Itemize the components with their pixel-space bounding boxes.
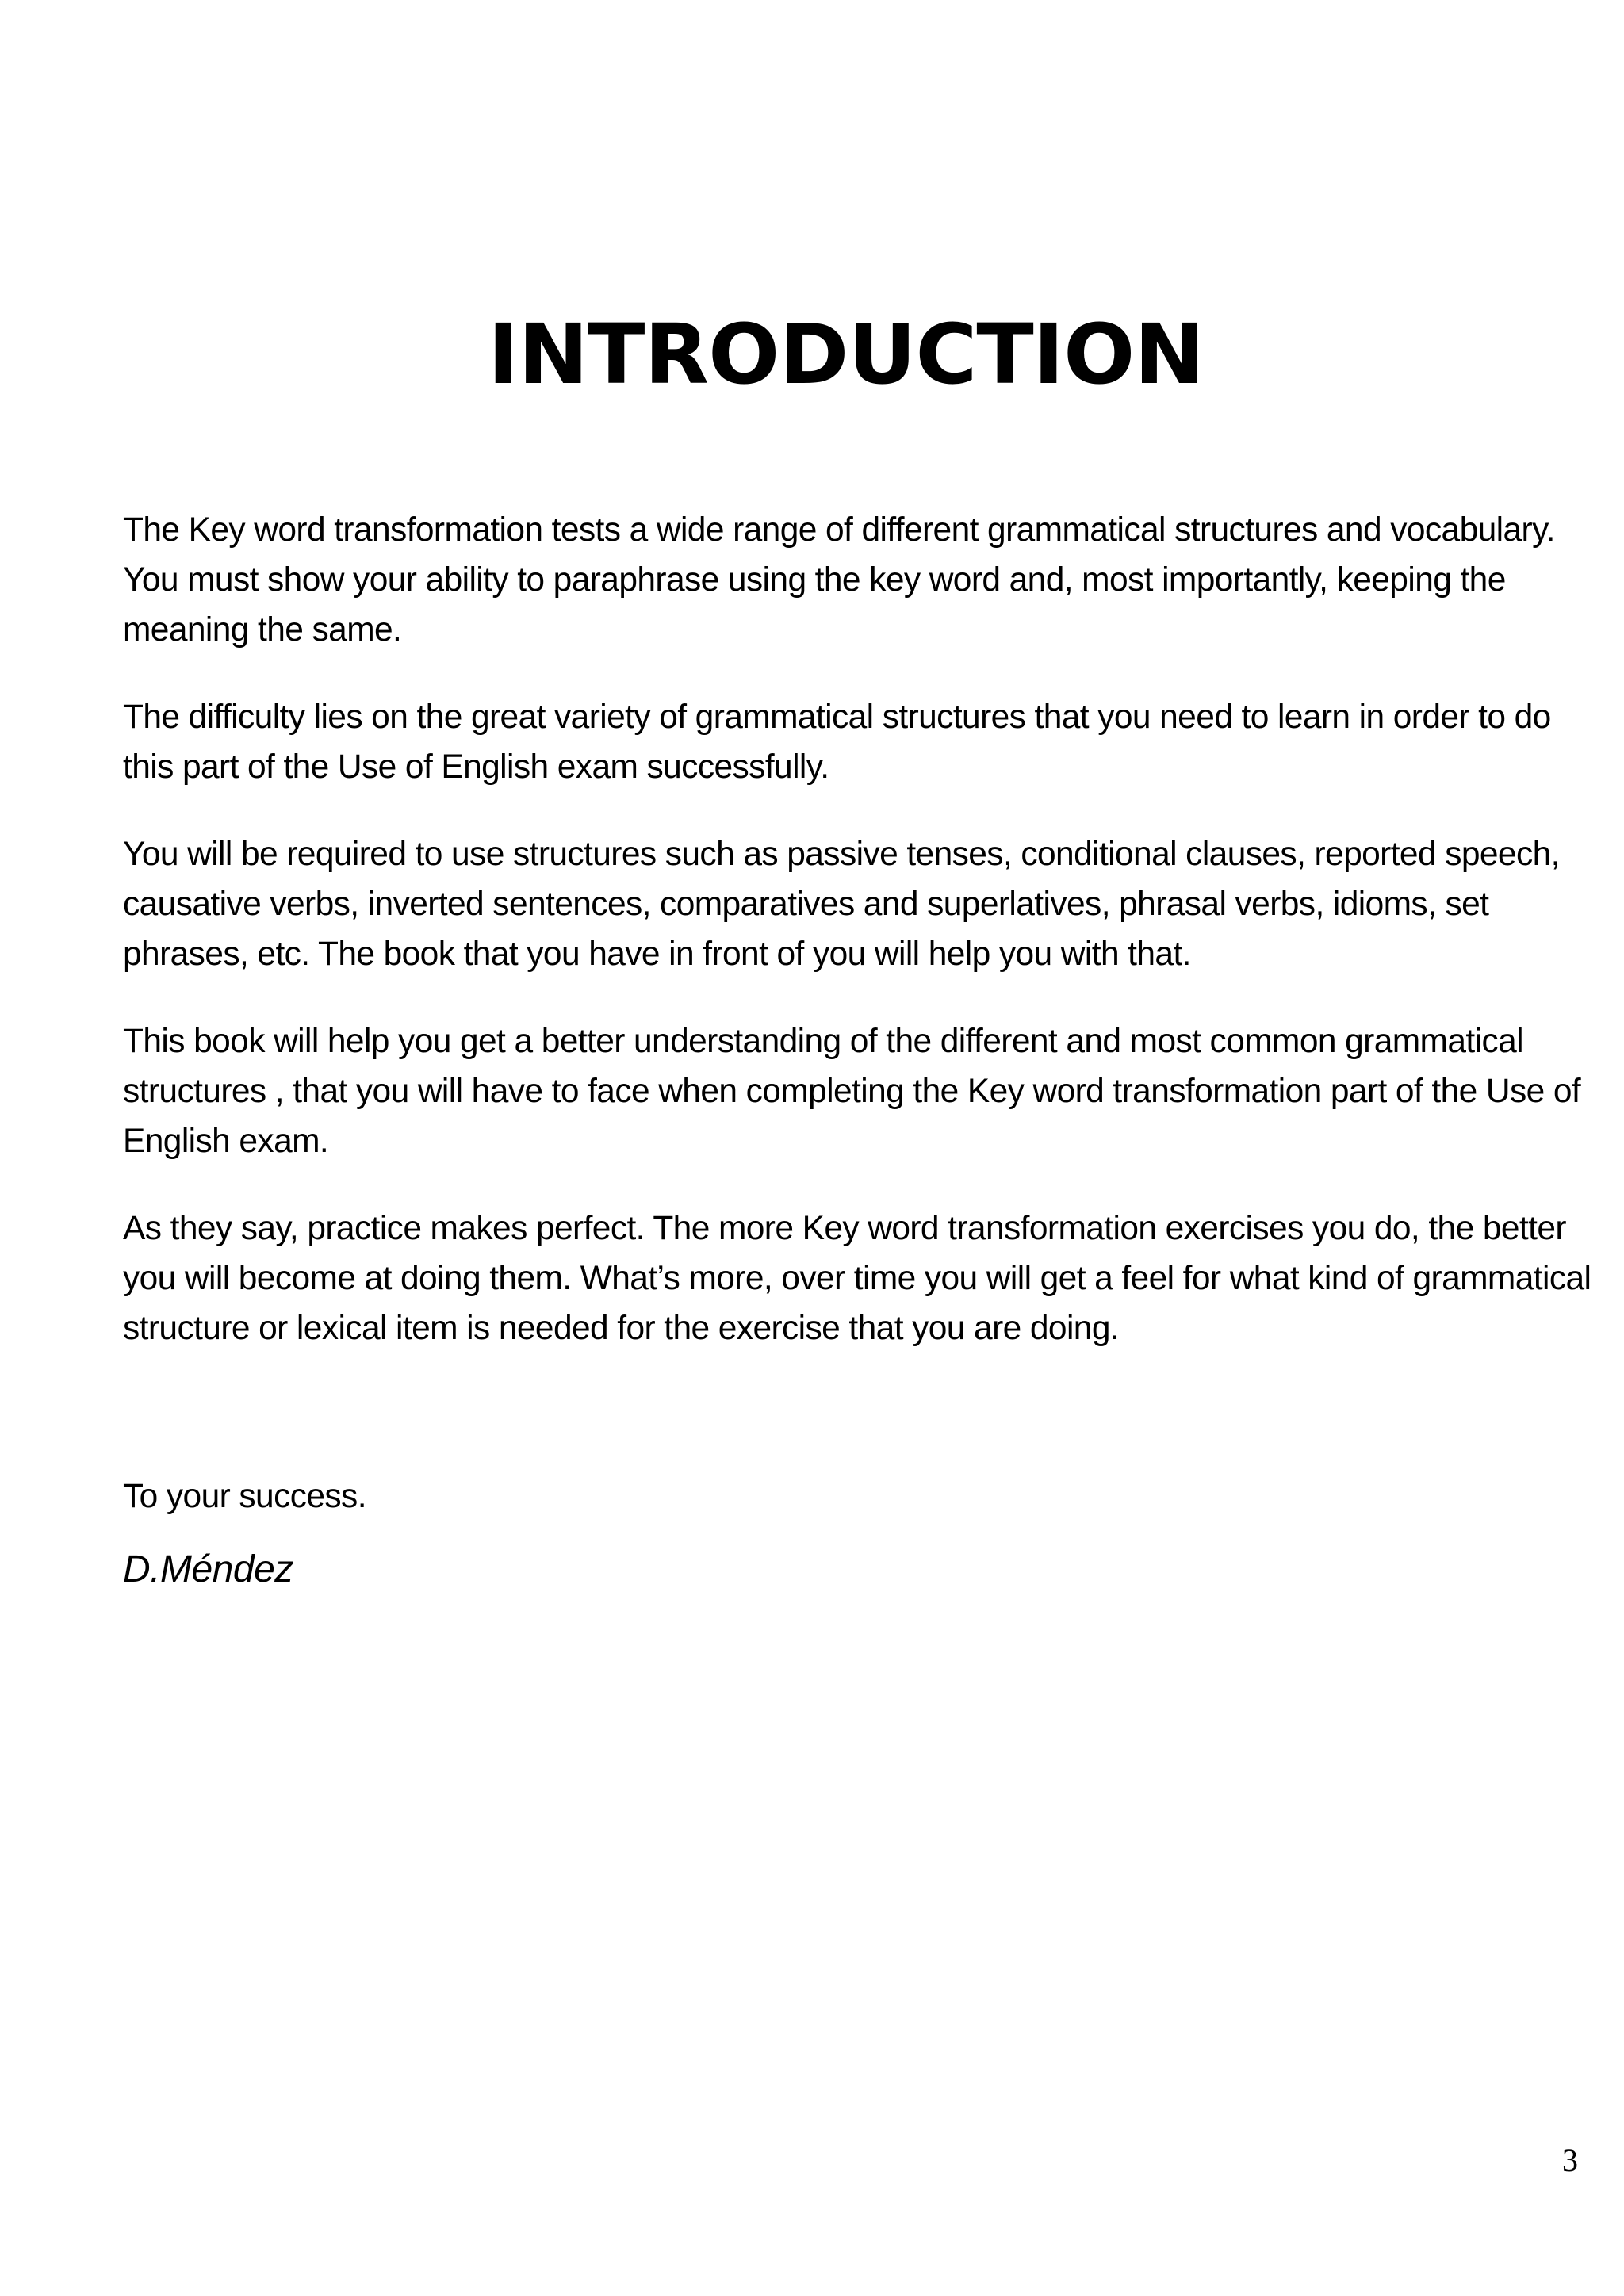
- paragraph-4: This book will help you get a better understanding of the different and most common grammatical structures , that you will have to face when completing the Key word transformation part of the Use of English exam.: [123, 1023, 1581, 1160]
- page-title: INTRODUCTION: [487, 305, 1205, 403]
- author-signature: D.Méndez: [123, 1548, 293, 1590]
- paragraph-3: You will be required to use structures such as passive tenses, conditional clauses, reported speech, causative verbs, inverted sentences, comparatives and superlatives, phrasal verbs, idioms, set phrases, etc. The book that you have in front of you will help you with that.: [123, 836, 1560, 973]
- closing-line: To your success.: [123, 1478, 366, 1515]
- paragraph-2: The difficulty lies on the great variety of grammatical structures that you need to learn in order to do this part of the Use of English exam successfully.: [123, 698, 1551, 786]
- page-number: 3: [1562, 2142, 1578, 2178]
- introduction-body: [123, 505, 1598, 1391]
- paragraph-5: As they say, practice makes perfect. The more Key word transformation exercises you do, the better you will become at doing them. What’s more, over time you will get a feel for what kind of grammatical structure or lexical item is needed for the exercise that you are doing.: [123, 1210, 1591, 1347]
- paragraph-1: The Key word transformation tests a wide range of different grammatical structures and vocabulary. You must show your ability to paraphrase using the key word and, most importantly, keeping the meaning the same.: [123, 511, 1555, 649]
